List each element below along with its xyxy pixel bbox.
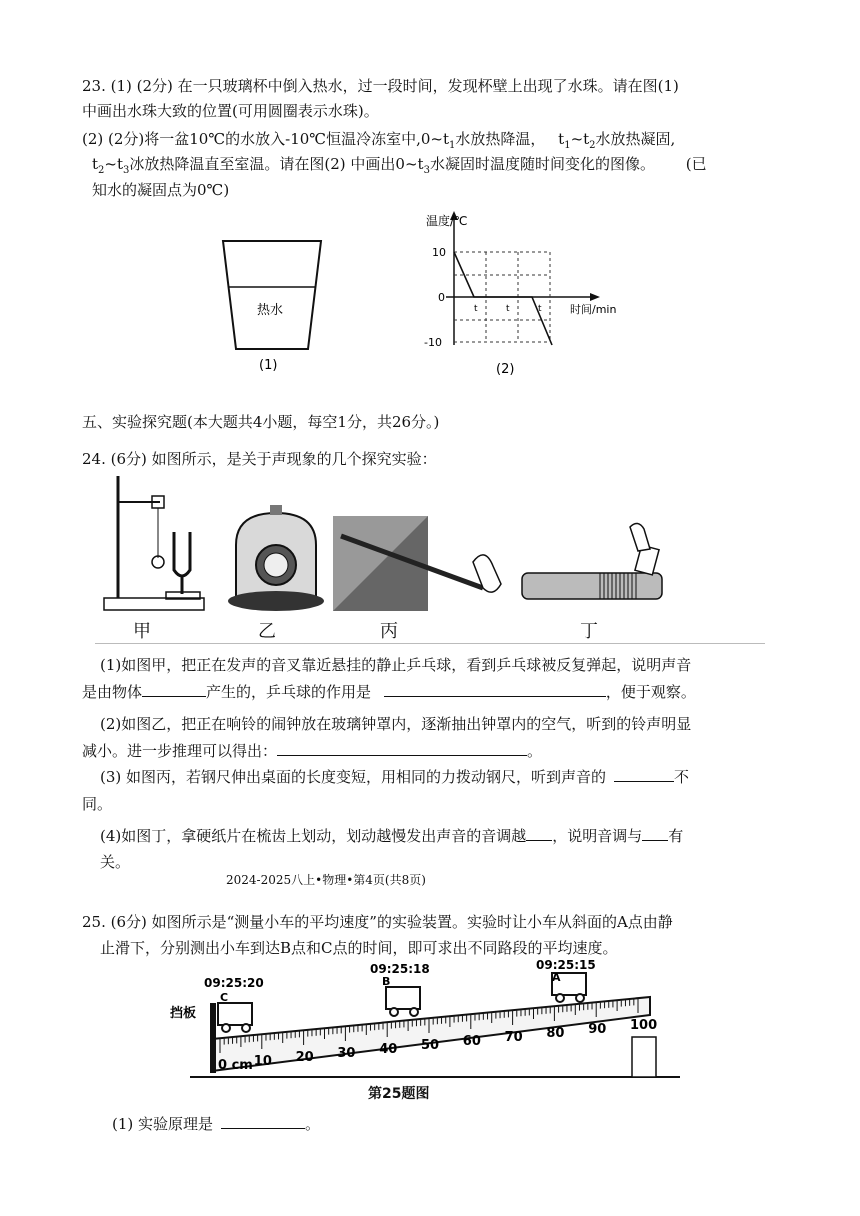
support-block: [632, 1037, 656, 1077]
baffle: [210, 1003, 216, 1073]
q25-p1: (1) 实验原理是 。: [112, 1115, 321, 1133]
ruler-tick-label: 10: [253, 1054, 272, 1069]
q23-line3: (2) (2分)将一盆10℃的水放入-10℃恒温冷冻室中$,0\sim t_1$水放热降温， $t_1\sim t_2$水放热凝固,: [82, 130, 676, 151]
answer-blank-4[interactable]: [614, 767, 674, 782]
ruler-tick-label: 40: [379, 1042, 398, 1057]
ruler-tick-label: 90: [588, 1022, 607, 1037]
time-c: 09:25:20: [204, 976, 264, 990]
q25-incline-figure: [160, 955, 690, 1090]
page-footer: 2024-2025八上•物理•第4页(共8页): [226, 873, 426, 887]
ruler-tick-label: 30: [337, 1046, 356, 1061]
fig2-t3: t: [538, 304, 542, 314]
fig-bing-ruler: [333, 516, 518, 616]
drawn-curve: [454, 252, 552, 345]
time-b: 09:25:18: [370, 962, 430, 976]
ruler-ramp: [212, 997, 650, 1071]
q24-intro: 24. (6分) 如图所示，是关于声现象的几个探究实验：: [82, 450, 437, 468]
cart-at-b: [386, 987, 420, 1016]
fig1-caption: (1): [259, 358, 278, 373]
answer-blank-2[interactable]: [384, 682, 606, 697]
q24-p4-line1: (4)如图丁，拿硬纸片在梳齿上划动，划动越慢发出声音的音调越 ，说明音调与 有: [100, 827, 684, 845]
q24-p1-line2: 是由物体 产生的，乒乓球的作用是 ，便于观察。: [82, 683, 696, 701]
ruler-tick-label: 100: [630, 1018, 658, 1033]
fig-ding-label: 丁: [580, 621, 598, 642]
fig-bing-label: 丙: [380, 621, 398, 642]
divider: [95, 643, 765, 644]
fig2-caption: (2): [496, 362, 515, 377]
glass-water-label: 热水: [257, 303, 284, 318]
fig2-y0: 0: [438, 291, 445, 304]
ruler-tick-label: 60: [462, 1034, 481, 1049]
q24-p2-line2: 减小。进一步推理可以得出： 。: [82, 742, 543, 760]
answer-blank-3[interactable]: [277, 741, 527, 756]
q24-p3-line2: 同。: [82, 795, 113, 813]
x-axis-arrow: [590, 293, 600, 301]
fig2-y10: 10: [432, 246, 446, 259]
fig-jia-tuning-fork: [100, 470, 210, 615]
fig2-t1: t: [474, 304, 478, 314]
q24-p4-line2: 关。: [100, 853, 131, 871]
q23-fig1-glass: [215, 235, 325, 375]
fig2-t2: t: [506, 304, 510, 314]
point-b-label: B: [382, 975, 391, 988]
answer-blank-1[interactable]: [142, 682, 206, 697]
time-a: 09:25:15: [536, 958, 596, 972]
ruler-tick-label: 80: [546, 1026, 565, 1041]
fig-yi-label: 乙: [258, 621, 276, 642]
ruler-tick-label: 70: [504, 1030, 523, 1045]
q25-figure-caption: 第25题图: [368, 1086, 430, 1102]
q23-line1: 23. (1) (2分) 在一只玻璃杯中倒入热水，过一段时间，发现杯壁上出现了水珠。请在图(1): [82, 77, 679, 95]
q23-line2: 中画出水珠大致的位置(可用圆圈表示水珠)。: [82, 102, 379, 120]
glass-outline: [223, 241, 321, 349]
ruler-tick-label: 20: [295, 1050, 314, 1065]
fig2-ym10: -10: [424, 336, 442, 349]
q24-p2-line1: (2)如图乙，把正在响铃的闹钟放在玻璃钟罩内，逐渐抽出钟罩内的空气，听到的铃声明显: [100, 715, 692, 733]
cart-at-c: [218, 1003, 252, 1032]
fig-yi-bell-jar: [226, 505, 326, 615]
answer-blank-5[interactable]: [526, 826, 552, 841]
ruler-tick-label: 50: [421, 1038, 440, 1053]
baffle-label: 挡板: [170, 1006, 197, 1021]
q25-line1: 25. (6分) 如图所示是“测量小车的平均速度”的实验装置。实验时让小车从斜面的A点由静: [82, 913, 673, 931]
ruler-tick-label: 0 cm: [218, 1058, 253, 1073]
fig2-ylabel: 温度/℃: [426, 214, 468, 228]
q24-p1-line1: (1)如图甲，把正在发声的音叉靠近悬挂的静止乒乓球，看到乒乓球被反复弹起，说明声音: [100, 656, 692, 674]
answer-blank-6[interactable]: [642, 826, 668, 841]
q25-line2: 止滑下，分别测出小车到达B点和C点的时间，即可求出不同路段的平均速度。: [100, 939, 618, 957]
fig-jia-label: 甲: [133, 621, 151, 642]
fig-ding-comb: [520, 515, 670, 615]
section5-heading: 五、实验探究题(本大题共4小题，每空1分，共26分。): [82, 413, 440, 431]
fig2-xlabel: 时间/min: [570, 303, 617, 316]
point-c-label: C: [220, 991, 229, 1004]
point-a-label: A: [552, 971, 561, 984]
answer-blank-7[interactable]: [221, 1114, 305, 1129]
q23-line5: 知水的凝固点为0℃): [92, 181, 230, 199]
q24-p3-line1: (3) 如图丙，若钢尺伸出桌面的长度变短，用相同的力拨动钢尺，听到声音的 不: [100, 768, 690, 786]
q23-line4: $t_2\sim t_3$冰放热降温直至室温。请在图(2) 中画出$0\sim t_3$水凝固时温度随时间变化的图像。 (已: [92, 155, 707, 176]
q23-fig2-graph: [420, 205, 620, 380]
